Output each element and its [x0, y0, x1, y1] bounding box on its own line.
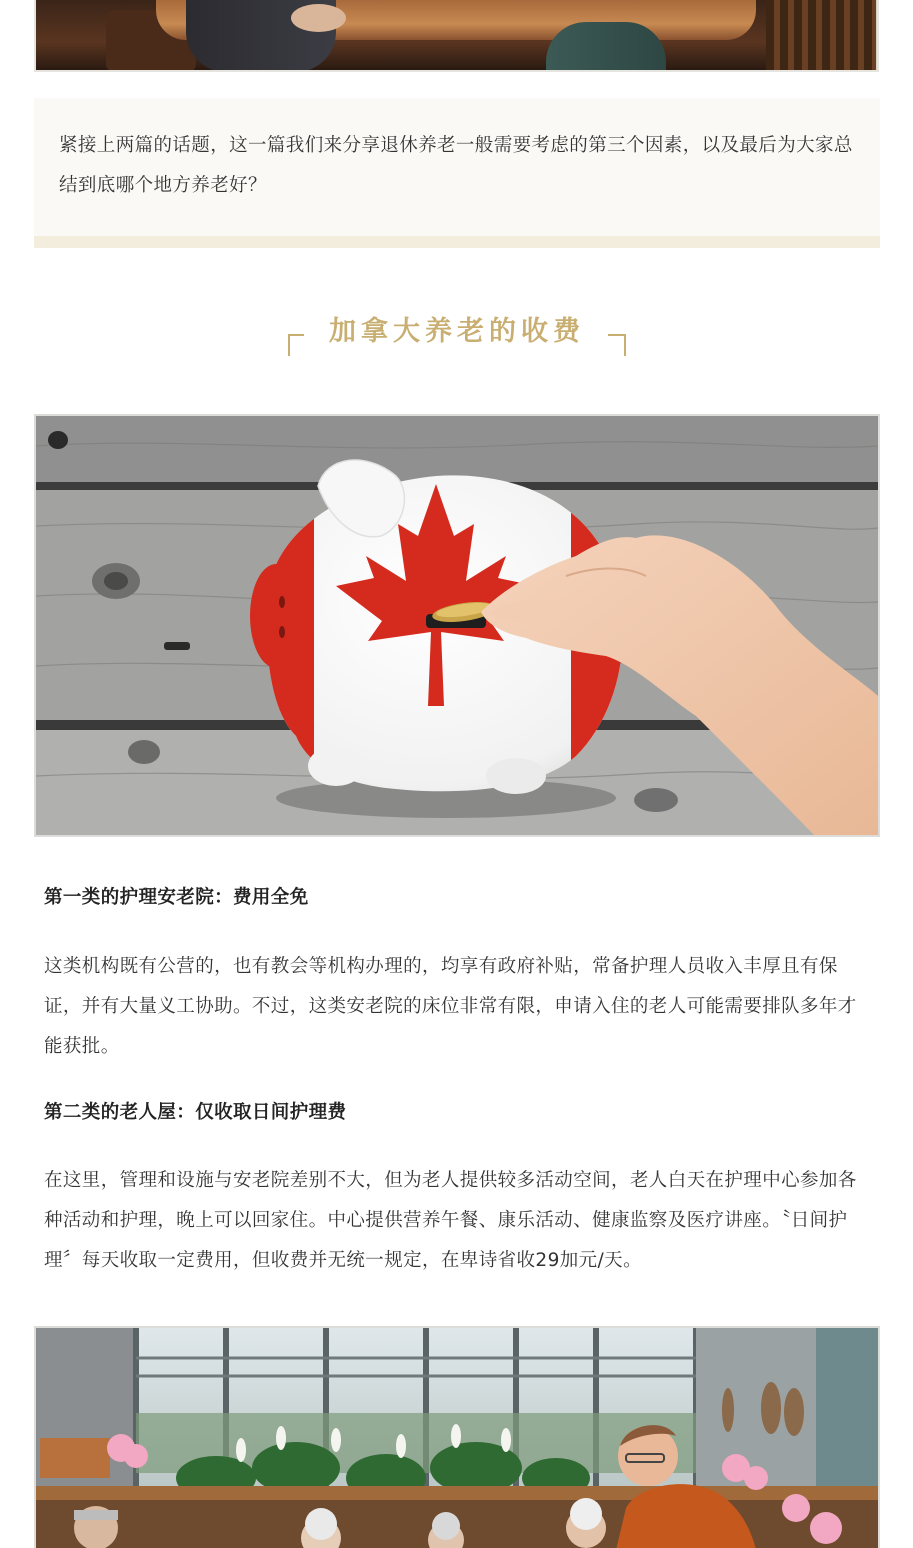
- intro-box: [34, 98, 880, 248]
- care-home-heading: 第一类的护理安老院：费用全免: [44, 887, 309, 908]
- section-header: [288, 312, 626, 356]
- canada-piggy-bank-image: [34, 414, 880, 837]
- care-home-text: 这类机构既有公营的，也有教会等机构办理的，均享有政府补贴，常备护理人员收入丰厚且有保证，并有大量义工协助。不过，这类安老院的床位非常有限，申请入住的老人可能需要排队多年才能获批。: [44, 956, 857, 1057]
- senior-house-heading: 第二类的老人屋：仅收取日间护理费: [44, 1102, 347, 1123]
- seniors-lounge-image: [34, 1326, 880, 1548]
- senior-house-section: [44, 1099, 874, 1127]
- senior-house-text: 在这里，管理和设施与安老院差别不大，但为老人提供较多活动空间，老人白天在护理中心参加各种活动和护理，晚上可以回家住。中心提供营养午餐、康乐活动、健康监察及医疗讲座。〝日间护理〞每天收取一定费用，但收费并无统一规定，在卑诗省收29加元/天。: [44, 1170, 857, 1271]
- care-home-section: [44, 884, 874, 912]
- section-title: 加拿大养老的收费: [329, 316, 585, 347]
- senior-house-body: [44, 1161, 874, 1281]
- intro-text: 紧接上两篇的话题，这一篇我们来分享退休养老一般需要考虑的第三个因素，以及最后为大家总结到底哪个地方养老好？: [59, 135, 853, 196]
- care-home-body: [44, 947, 874, 1067]
- top-photo: [34, 0, 879, 72]
